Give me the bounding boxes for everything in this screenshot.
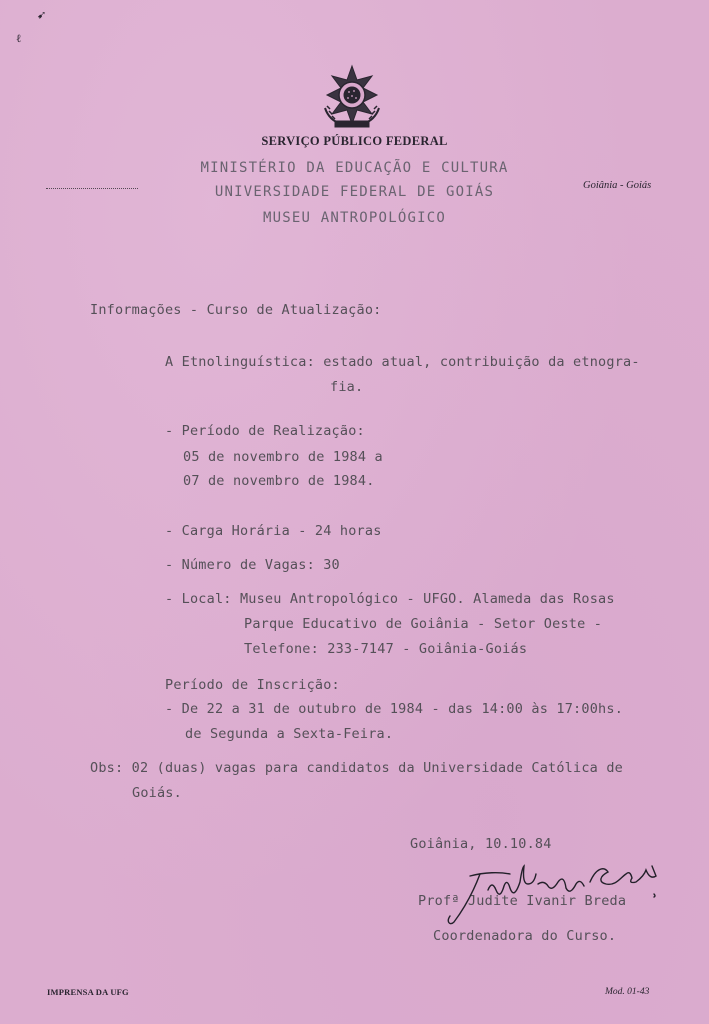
document-title: Informações - Curso de Atualização:	[90, 302, 382, 318]
form-model-number: Mod. 01-43	[605, 987, 650, 997]
note-line: Obs: 02 (duas) vagas para candidatos da Universidade Católica de	[90, 760, 623, 776]
location-line: - Local: Museu Antropológico - UFGO. Alameda das Rosas	[165, 591, 615, 607]
course-name-line: A Etnolinguística: estado atual, contribuição da etnogra-	[165, 354, 640, 370]
handwritten-signature	[440, 860, 670, 930]
workload-item: - Carga Horária - 24 horas	[165, 523, 382, 539]
signatory-role: Coordenadora do Curso.	[433, 928, 617, 944]
letterhead-service: SERVIÇO PÚBLICO FEDERAL	[261, 134, 448, 148]
letterhead-ministry: MINISTÉRIO DA EDUCAÇÃO E CULTURA	[200, 160, 509, 176]
letterhead-museum: MUSEU ANTROPOLÓGICO	[263, 210, 446, 226]
period-line: 05 de novembro de 1984 a	[183, 449, 383, 465]
period-heading: - Período de Realização:	[165, 423, 365, 439]
letterhead-place: Goiânia - Goiás	[583, 180, 652, 191]
location-line: Parque Educativo de Goiânia - Setor Oeste -	[244, 616, 603, 632]
period-line: 07 de novembro de 1984.	[183, 473, 375, 489]
note-line: Goiás.	[132, 785, 182, 801]
coat-of-arms-icon	[319, 62, 385, 130]
dotted-line	[46, 188, 138, 189]
signing-date: Goiânia, 10.10.84	[410, 836, 552, 852]
stray-mark: ➹	[37, 8, 46, 24]
registration-line: - De 22 a 31 de outubro de 1984 - das 14:00 às 17:00hs.	[165, 701, 624, 717]
stray-mark: ℓ	[16, 32, 22, 45]
vacancies-item: - Número de Vagas: 30	[165, 557, 340, 573]
registration-line: de Segunda a Sexta-Feira.	[185, 726, 394, 742]
signatory-name: Profª Judite Ivanir Breda	[418, 893, 627, 909]
location-line: Telefone: 233-7147 - Goiânia-Goiás	[244, 641, 528, 657]
registration-heading: Período de Inscrição:	[165, 677, 340, 693]
letterhead-university: UNIVERSIDADE FEDERAL DE GOIÁS	[214, 184, 495, 200]
course-name-line: fia.	[330, 379, 364, 395]
printer-footer: IMPRENSA DA UFG	[47, 987, 129, 997]
